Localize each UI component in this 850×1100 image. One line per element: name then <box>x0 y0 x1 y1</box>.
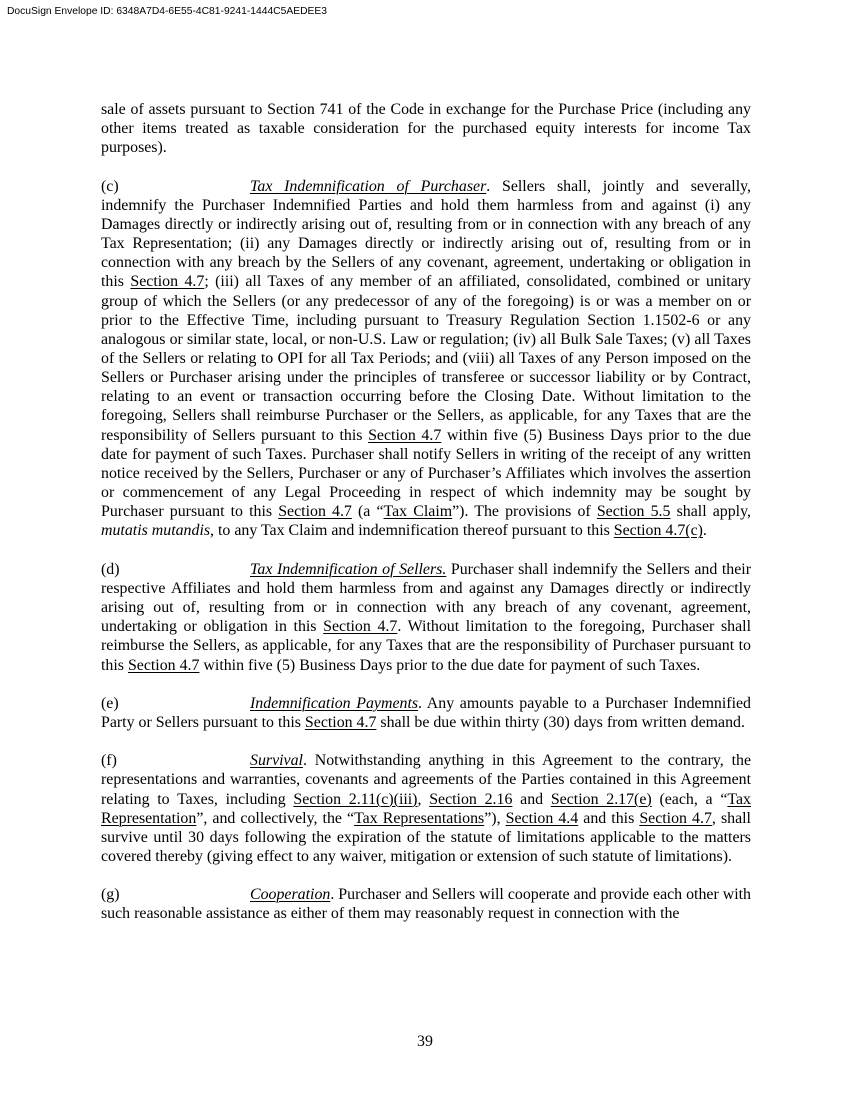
section-f-text: and <box>512 790 551 808</box>
section-g-heading: Cooperation <box>250 886 331 904</box>
section-c-text: (a “ <box>351 503 384 521</box>
defined-term: Tax Representation <box>101 790 751 827</box>
section-d-text: within five (5) Business Days prior to the due date for payment of such Taxes. <box>199 656 701 674</box>
section-ref: Section 4.7 <box>130 273 205 291</box>
section-f-text: ”), <box>484 809 506 827</box>
section-ref: Section 4.7 <box>368 426 442 444</box>
section-f-text: and this <box>578 809 640 827</box>
section-c-text: shall apply, <box>670 503 751 521</box>
intro-text: sale of assets pursuant to Section 741 of the Code in exchange for the Purchase Price (including any other items treated as taxable consideration for the purchased equity interests for income Tax purposes). <box>101 101 751 157</box>
section-f-text: ”, and collectively, the “ <box>196 809 355 827</box>
section-c-heading: Tax Indemnification of Purchaser <box>250 177 487 195</box>
section-e-heading: Indemnification Payments <box>250 694 419 712</box>
section-d-heading: Tax Indemnification of Sellers. <box>250 560 447 578</box>
section-c-paragraph <box>101 177 751 541</box>
latin-phrase: mutatis mutandis <box>101 522 211 540</box>
section-e-text: . Any amounts payable to a Purchaser Indemnified Party or Sellers pursuant to this <box>101 694 751 731</box>
intro-paragraph <box>101 100 751 157</box>
section-g-paragraph <box>101 885 751 923</box>
section-d-text: . Without limitation to the foregoing, Purchaser shall reimburse the Sellers, as applicable, for any Taxes that are the responsibility of Purchaser pursuant to this <box>101 618 752 674</box>
section-f-paragraph <box>101 751 751 866</box>
section-e-text: shall be due within thirty (30) days from written demand. <box>376 713 745 731</box>
section-f-heading: Survival <box>250 752 303 770</box>
section-ref: Section 4.7 <box>127 656 200 674</box>
section-ref: Section 4.7 <box>304 713 377 731</box>
section-g-label: (g) <box>101 886 120 904</box>
page-number: 39 <box>417 1033 433 1050</box>
section-e-paragraph <box>101 694 751 732</box>
section-c-text: ”). The provisions of <box>452 503 597 521</box>
section-c-text: ; (iii) all Taxes of any member of an affiliated, consolidated, combined or unitary group of which the Sellers (or any predecessor of any of the foregoing) is or was a member on or prior to the Effective Time, including pursuant to Treasury Regulation Section 1.1502-6 or any analogous or similar state, local, or non-U.S. Law or regulation; (iv) all Bulk Sale Taxes; (v) all Taxes of the Sellers or relating to OPI for all Tax Periods; and (viii) all Taxes of any Person imposed on the Sellers or Purchaser arising under the principles of transferee or successor liability or by Contract, relating to an event or transaction occurring before the Closing Date. Without limitation to the foregoing, Sellers shall reimburse Purchaser or the Sellers, as applicable, for any Taxes that are the responsibility of Sellers pursuant to this <box>101 273 751 444</box>
section-ref: Section 4.7 <box>278 503 352 521</box>
section-c-text: within five (5) Business Days prior to the due date for payment of such Taxes. Purchaser shall notify Sellers in writing of the receipt of any written notice received by the Sellers, Purchaser or any of Purchaser’s Affiliates which involves the assertion or commencement of any Legal Proceeding in respect of which indemnity may be sought by Purchaser pursuant to this <box>101 426 751 521</box>
section-d-text: Purchaser shall indemnify the Sellers and their respective Affiliates and hold them harmless from and against any Damages directly or indirectly arising out of, resulting from or in connection with any breach of any covenant, agreement, undertaking or obligation in this <box>101 560 751 636</box>
section-f-label: (f) <box>101 752 117 770</box>
section-ref: Section 5.5 <box>596 503 671 521</box>
defined-term: Tax Claim <box>383 503 453 521</box>
defined-term: Tax Representations <box>354 809 485 827</box>
section-c-text: , to any Tax Claim and indemnification thereof pursuant to this <box>210 522 614 540</box>
section-ref: Section 4.7(c) <box>613 522 703 540</box>
section-c-text: . Sellers shall, jointly and severally, indemnify the Purchaser Indemnified Parties and hold them harmless from and against (i) any Damages directly or indirectly arising out of, resulting from or in connection with any breach of any Tax Representation; (ii) any Damages directly or indirectly arising out of, resulting from or in connection with any breach by the Sellers of any covenant, agreement, undertaking or obligation in this <box>101 177 751 291</box>
section-f-text: , <box>417 790 430 808</box>
section-c-label: (c) <box>101 177 119 195</box>
section-ref: Section 2.17(e) <box>550 790 652 808</box>
section-ref: Section 4.7 <box>639 809 712 827</box>
section-ref: Section 2.16 <box>429 790 513 808</box>
section-d-label: (d) <box>101 560 120 578</box>
section-ref: Section 4.4 <box>505 809 579 827</box>
docusign-envelope-id: DocuSign Envelope ID: 6348A7D4-6E55-4C81-9241-1444C5AEDEE3 <box>7 6 327 17</box>
section-g-text: . Purchaser and Sellers will cooperate and provide each other with such reasonable assistance as either of them may reasonably request in connection with the <box>101 886 751 923</box>
section-ref: Section 4.7 <box>323 618 398 636</box>
section-f-text: , shall survive until 30 days following the expiration of the statute of limitations applicable to the matters covered thereby (giving effect to any waiver, mitigation or extension of such statute of limitations). <box>101 809 751 866</box>
section-e-label: (e) <box>101 694 119 712</box>
section-d-paragraph <box>101 560 751 675</box>
section-c-text: . <box>702 522 707 540</box>
document-body <box>101 100 751 943</box>
section-f-text: . Notwithstanding anything in this Agreement to the contrary, the representations and warranties, covenants and agreements of the Parties contained in this Agreement relating to Taxes, including <box>101 752 751 808</box>
section-ref: Section 2.11(c)(iii) <box>293 790 418 808</box>
section-f-text: (each, a “ <box>651 790 728 808</box>
